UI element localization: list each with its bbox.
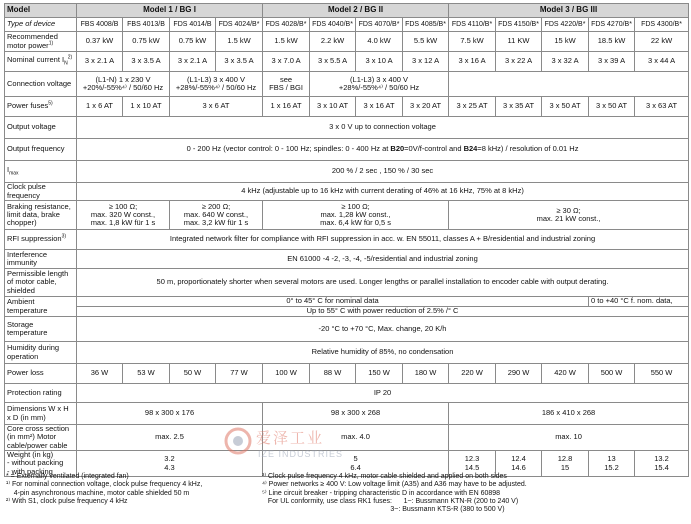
cell: 1 x 10 AT xyxy=(123,97,170,117)
model-2-header: Model 2 / BG II xyxy=(263,4,449,18)
cell: 3 x 3.5 A xyxy=(216,52,263,72)
cell: 3.2 4.3 xyxy=(77,451,263,477)
cell: FDS 4028/B* xyxy=(263,18,310,32)
imax-row xyxy=(5,161,689,183)
cell: 2.2 kW xyxy=(310,32,356,52)
cell: FBS 4008/B xyxy=(77,18,123,32)
cell: 3 x 2.1 A xyxy=(77,52,123,72)
cell: 3 x 44 A xyxy=(635,52,689,72)
clock-pulse-row xyxy=(5,183,689,201)
cell: -20 °C to +70 °C, Max. change, 20 K/h xyxy=(77,317,689,342)
storage-row xyxy=(5,317,689,342)
cell: FDS 4110/B* xyxy=(449,18,496,32)
cell: 0° to 45° C for nominal data xyxy=(77,297,589,307)
row-label: Weight (in kg) - without packing - with packing xyxy=(5,451,77,477)
cell: FDS 4040/B* xyxy=(310,18,356,32)
cell: 0 to +40 °C f. nom. data, xyxy=(589,297,689,307)
humidity-row xyxy=(5,342,689,364)
cell: 5.5 kW xyxy=(403,32,449,52)
motor-power-row xyxy=(5,32,689,52)
cell: 3 x 0 V up to connection voltage xyxy=(77,117,689,139)
watermark-english-text: IZE INDUSTRIES xyxy=(258,449,344,459)
power-loss-row xyxy=(5,364,689,384)
header-row xyxy=(5,4,689,18)
cell: 1.5 kW xyxy=(216,32,263,52)
cell: 3 x 63 AT xyxy=(635,97,689,117)
cell: 3 x 32 A xyxy=(542,52,589,72)
row-label: Ambient temperature xyxy=(5,297,77,317)
row-label: Protection rating xyxy=(5,384,77,403)
cell: (L1-L3) 3 x 400 V +28%/-55%⁴⁾ / 50/60 Hz xyxy=(170,72,263,97)
cell: 0 - 200 Hz (vector control: 0 - 100 Hz; spindles: 0 - 400 Hz at B20=0V/f-control and B24=8 kHz) / resolution of 0.01 Hz xyxy=(77,139,689,161)
cell: 3 x 10 AT xyxy=(310,97,356,117)
cell: 0.37 kW xyxy=(77,32,123,52)
cell: Relative humidity of 85%, no condensation xyxy=(77,342,689,364)
cell: 3 x 16 AT xyxy=(356,97,403,117)
cell: 500 W xyxy=(589,364,635,384)
power-fuses-row xyxy=(5,97,689,117)
protection-row xyxy=(5,384,689,403)
footnotes-left: * = Externally ventilated (integrated fan) ¹⁾ For nominal connection voltage, clock pulse frequency 4 kHz, 4-pin asynchronous machine, motor cable shielded 50 m ²⁾ With S1, clock pulse frequency 4 kHz xyxy=(6,473,203,505)
row-label: Permissible length of motor cable, shielded xyxy=(5,269,77,297)
cell: 3 x 7.0 A xyxy=(263,52,310,72)
cell: ≥ 30 Ω; max. 21 kW const., xyxy=(449,201,689,230)
cell: 12.3 14.5 xyxy=(449,451,496,477)
cell: FDS 4024/B* xyxy=(216,18,263,32)
row-label: Output frequency xyxy=(5,139,77,161)
cell: Up to 55° C with power reduction of 2.5% /° C xyxy=(77,307,689,317)
cell: 4 kHz (adjustable up to 16 kHz with current derating of 46% at 16 kHz, 75% at 8 kHz) xyxy=(77,183,689,201)
cell: 3 x 25 AT xyxy=(449,97,496,117)
cell: FDS 4085/B* xyxy=(403,18,449,32)
cell: 98 x 300 x 268 xyxy=(263,403,449,425)
motor-cable-row xyxy=(5,269,689,297)
cell: 3 x 35 AT xyxy=(496,97,542,117)
cell: ≥ 200 Ω; max. 640 W const., max. 3,2 kW für 1 s xyxy=(170,201,263,230)
row-label: Connection voltage xyxy=(5,72,77,97)
model-label: Model xyxy=(5,4,77,18)
cell: 18.5 kW xyxy=(589,32,635,52)
cell: max. 10 xyxy=(449,425,689,451)
cell: FDS 4150/B* xyxy=(496,18,542,32)
cell: 1.5 kW xyxy=(263,32,310,52)
cell: 36 W xyxy=(77,364,123,384)
cell: 290 W xyxy=(496,364,542,384)
watermark xyxy=(222,425,372,469)
braking-row xyxy=(5,201,689,230)
row-label: Braking resistance, limit data, brake chopper) xyxy=(5,201,77,230)
row-label: Storage temperature xyxy=(5,317,77,342)
cell: 3 x 39 A xyxy=(589,52,635,72)
output-frequency-row xyxy=(5,139,689,161)
cell: ≥ 100 Ω; max. 320 W const., max. 1,8 kW für 1 s xyxy=(77,201,170,230)
dimensions-row xyxy=(5,403,689,425)
row-label: Humidity during operation xyxy=(5,342,77,364)
row-label: Power loss xyxy=(5,364,77,384)
cell: 4.0 kW xyxy=(356,32,403,52)
cell-empty xyxy=(449,72,689,97)
cell: 3 x 12 A xyxy=(403,52,449,72)
cell: 420 W xyxy=(542,364,589,384)
connection-voltage-row xyxy=(5,72,689,97)
cell: 1 x 16 AT xyxy=(263,97,310,117)
footnotes-right: ³⁾ Clock pulse frequency 4 kHz, motor cable shielded and applied on both sides ⁴⁾ Power networks ≥ 400 V: Low voltage limit (A35) and A36 may have to be adjusted. ⁵⁾ Line circuit breaker - tripping characteristic D in accordance with EN 60898 For UL conformity, use class RK1 fuses: 1~: Bussmann KTN-R (200 to 240 V) 3~: Bussmann KTS-R (380 to 500 V) xyxy=(262,473,527,514)
cell: FDS 4270/B* xyxy=(589,18,635,32)
output-voltage-row xyxy=(5,117,689,139)
cell: 12.8 15 xyxy=(542,451,589,477)
cell: 98 x 300 x 176 xyxy=(77,403,263,425)
cell: 3 x 50 AT xyxy=(589,97,635,117)
rfi-row xyxy=(5,230,689,250)
cell: 13 15.2 xyxy=(589,451,635,477)
spec-table xyxy=(4,3,689,477)
cell: 15 kW xyxy=(542,32,589,52)
ambient-row-2 xyxy=(5,307,689,317)
cell: 0.75 kW xyxy=(170,32,216,52)
cell: 186 x 410 x 268 xyxy=(449,403,689,425)
watermark-chinese-text: 爱泽工业 xyxy=(256,430,325,447)
row-label: RFI suppression$^{3)}$ xyxy=(5,230,77,250)
ambient-row-1 xyxy=(5,297,689,307)
cell: 3 x 16 A xyxy=(449,52,496,72)
row-label: Output voltage xyxy=(5,117,77,139)
cell: 3 x 5.5 A xyxy=(310,52,356,72)
cell: max. 2.5 xyxy=(77,425,263,451)
cell: 1 x 6 AT xyxy=(77,97,123,117)
cell: 150 W xyxy=(356,364,403,384)
row-label: Clock pulse frequency xyxy=(5,183,77,201)
cell: max. 4.0 xyxy=(263,425,449,451)
cell: 77 W xyxy=(216,364,263,384)
cell: Integrated network filter for compliance with RFI suppression in acc. w. EN 55011, classes A + B/residential and industrial zoning xyxy=(77,230,689,250)
cell: ≥ 100 Ω; max. 1,28 kW const., max. 6,4 kW für 0,5 s xyxy=(263,201,449,230)
cell: 3 x 3.5 A xyxy=(123,52,170,72)
row-label: Core cross section (in mm²) Motor cable/power cable xyxy=(5,425,77,451)
cell: 5 6.4 xyxy=(263,451,449,477)
cell: EN 61000 -4 -2, -3, -4, -5/residential and industrial zoning xyxy=(77,250,689,269)
cell: 3 x 50 AT xyxy=(542,97,589,117)
type-of-device-row xyxy=(5,18,689,32)
interference-row xyxy=(5,250,689,269)
row-label: Nominal current $I_N^{2)}$ xyxy=(5,52,77,72)
cell: 50 m, proportionately shorter when several motors are used. Longer lengths or parallel installation to encoder cable with output derating. xyxy=(77,269,689,297)
cell: 7.5 kW xyxy=(449,32,496,52)
cell: see FBS / BGI xyxy=(263,72,310,97)
cell: FDS 4220/B* xyxy=(542,18,589,32)
cell: 180 W xyxy=(403,364,449,384)
cell: 3 x 6 AT xyxy=(170,97,263,117)
row-label: Type of device xyxy=(5,18,77,32)
ize-logo-icon xyxy=(224,427,252,455)
cell: 50 W xyxy=(170,364,216,384)
cell: 88 W xyxy=(310,364,356,384)
cell: 11 KW xyxy=(496,32,542,52)
row-label: Recommended motor power$^{1)}$ xyxy=(5,32,77,52)
cell: 3 x 20 AT xyxy=(403,97,449,117)
cell: 100 W xyxy=(263,364,310,384)
cell: 12.4 14.6 xyxy=(496,451,542,477)
cell: FDS 4300/B* xyxy=(635,18,689,32)
row-label: Interference immunity xyxy=(5,250,77,269)
model-3-header: Model 3 / BG III xyxy=(449,4,689,18)
cell: 3 x 2.1 A xyxy=(170,52,216,72)
cell: IP 20 xyxy=(77,384,689,403)
cell: 550 W xyxy=(635,364,689,384)
cell: 13.2 15.4 xyxy=(635,451,689,477)
row-label: Dimensions W x H x D (in mm) xyxy=(5,403,77,425)
cell: 22 kW xyxy=(635,32,689,52)
nominal-current-row xyxy=(5,52,689,72)
cell: 3 x 22 A xyxy=(496,52,542,72)
model-1-header: Model 1 / BG I xyxy=(77,4,263,18)
cell: 53 W xyxy=(123,364,170,384)
cell: FDS 4014/B xyxy=(170,18,216,32)
cell: (L1-L3) 3 x 400 V +28%/-55%⁴⁾ / 50/60 Hz xyxy=(310,72,449,97)
cell: 220 W xyxy=(449,364,496,384)
cell: 0.75 kW xyxy=(123,32,170,52)
cell: FDS 4070/B* xyxy=(356,18,403,32)
cell: 200 % / 2 sec , 150 % / 30 sec xyxy=(77,161,689,183)
cell: (L1-N) 1 x 230 V +20%/-55%⁴⁾ / 50/60 Hz xyxy=(77,72,170,97)
cell: 3 x 10 A xyxy=(356,52,403,72)
row-label: Power fuses$^{5)}$ xyxy=(5,97,77,117)
row-label: $I_{max}$ xyxy=(5,161,77,183)
cell: FBS 4013/B xyxy=(123,18,170,32)
